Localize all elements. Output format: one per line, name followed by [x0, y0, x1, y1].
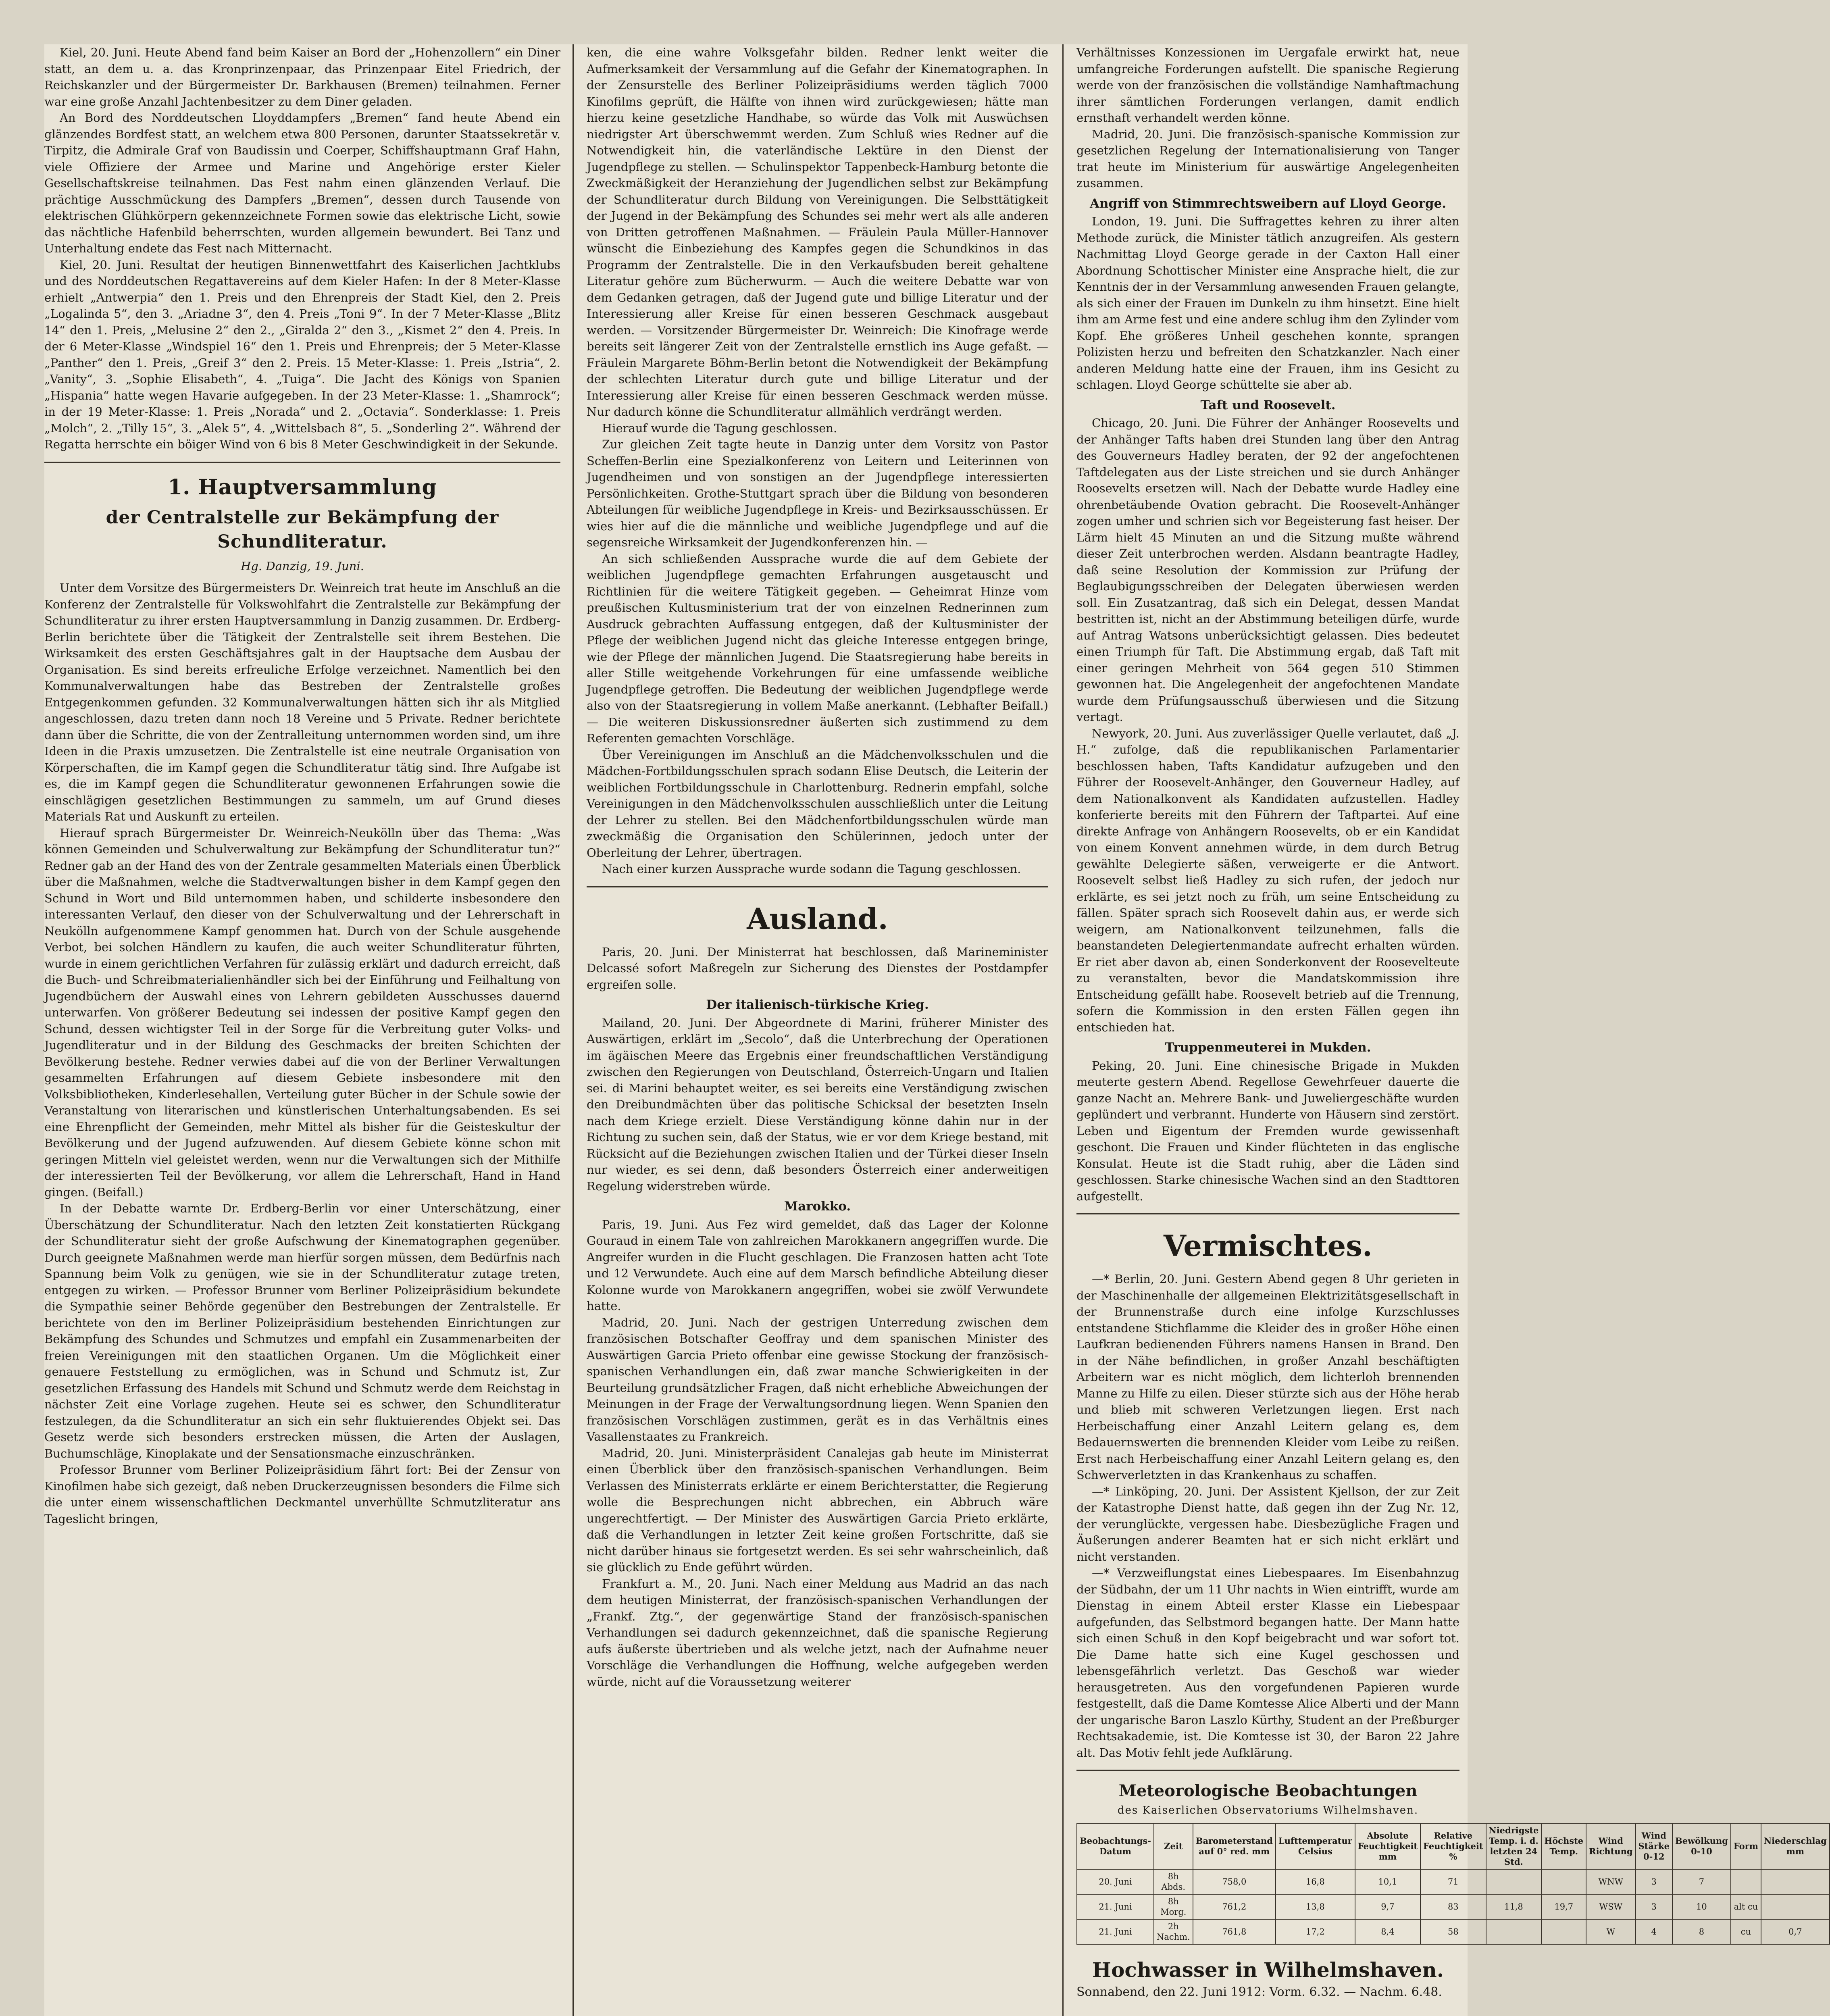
weather-header: Bewölkung 0-10 — [1672, 1823, 1731, 1869]
weather-cell: cu — [1731, 1919, 1761, 1944]
weather-cell — [1761, 1894, 1830, 1919]
article-continued: ken, die eine wahre Volksgefahr bilden. Redner lenkt weiter die Aufmerksamkeit der Versammlung auf die Gefahr der Kinematographen. In der Zensurstelle des Berliner Polizeipräsidiums werden täglich 7000 Kinofilms geprüft, die Hälfte von ihnen wird zurückgewiesen; hätte man hierzu keine gesetzliche Handhabe, so würde das Volk mit Auswüchsen niedrigster Art überschwemmt werden. Zum Schluß wies Redner auf die Notwendigkeit hin, die vaterländische Lektüre in den Dienst der Jugendpflege zu stellen. — Schulinspektor Tappenbeck-Hamburg betonte die Zweckmäßigkeit der Heranziehung der Jugendlichen selbst zur Bekämpfung der Schundliteratur durch Bildung von Vereinigungen. Die Selbsttätigkeit der Jugend in der Bekämpfung des Schundes sei mehr wert als alle anderen von Dritten getroffenen Maßnahmen. — Fräulein Paula Müller-Hannover wünscht die Einbeziehung des Kampfes gegen die Schundkinos in das Programm der Zentralstelle. Die in den Verkaufsbuden bereit gehaltene Literatur gehöre zum Bücherwurm. — Auch die weitere Debatte war von dem Gedanken getragen, daß der Jugend gute und billige Literatur und der Interessierung aller Kreise für einen besseren Geschmack ausgebaut werden. — Vorsitzender Bürgermeister Dr. Weinreich: Die Kinofrage werde bereits seit längerer Zeit von der Zentralstelle ernstlich ins Auge gefaßt. — Fräulein Margarete Böhm-Berlin betont die Notwendigkeit der Bekämpfung der schlechten Literatur durch gute und billige Literatur und der Interessierung aller Kreise für einen besseren Geschmack werden müsse. Nur dadurch könne die Schundliteratur allmählich verdrängt werden. — [587, 46, 1048, 419]
weather-header: Absolute Feuchtigkeit mm — [1355, 1823, 1420, 1869]
column-rule — [573, 44, 574, 2016]
weather-cell: WNW — [1586, 1869, 1635, 1894]
weather-cell — [1541, 1869, 1586, 1894]
weather-cell: 3 — [1636, 1869, 1672, 1894]
weather-header: Form — [1731, 1823, 1761, 1869]
article-paris-fez: Paris, 19. Juni. Aus Fez wird gemeldet, daß das Lager der Kolonne Gouraud in einem Tale von zahlreichen Marokkanern angegriffen wurde. Die Angreifer wurden in die Flucht geschlagen. Die Franzosen hatten acht Tote und 12 Verwundete. Auch eine auf dem Marsch befindliche Abteilung dieser Kolonne wurde von Marokkanern angegriffen, wobei sie zwölf Verwundete hatte. — [587, 1217, 1048, 1313]
weather-cell: WSW — [1586, 1894, 1635, 1919]
hochwasser-times: Sonnabend, den 22. Juni 1912: Vorm. 6.32. — Nachm. 6.48. — [1076, 1985, 1442, 1999]
weather-cell: 16,8 — [1276, 1869, 1355, 1894]
weather-header: Wind Stärke 0-12 — [1636, 1823, 1672, 1869]
weather-header: Barometerstand auf 0° red. mm — [1193, 1823, 1276, 1869]
divider — [1076, 1770, 1459, 1771]
article-newyork: Newyork, 20. Juni. Aus zuverlässiger Quelle verlautet, daß „J. H.“ zufolge, daß die republikanischen Parlamentarier beschlossen haben, Tafts Kandidatur aufzugeben und den Führer der Roosevelt-Anhänger, den Gouverneur Hadley, auf dem Nationalkonvent als Kandidaten aufzustellen. Hadley konferierte bereits mit den Führern der Taftpartei. Auf eine direkte Anfrage von Anhängern Roosevelts, ob er ein Kandidat von einem Konvent annehmen würde, in dem durch Betrug gewählte Delegierte säßen, verweigerte er die Antwort. Roosevelt selbst ließ Hadley zu sich rufen, der jedoch nur erklärte, es sei jetzt noch zu früh, um seine Entscheidung zu fällen. Später sprach sich Roosevelt dahin aus, er werde sich weigern, am Nationalkonvent teilzunehmen, falls die beanstandeten Delegiertenmandate aufrecht erhalten würden. Er riet aber davon ab, einen Sonderkonvent der Roosevelteute zu veranstalten, bevor die Mandatskommission ihre Entscheidung gefällt habe. Roosevelt betrieb auf die Trennung, sofern die Kommission in den ersten Fällen gegen ihn entschieden hat. — [1076, 726, 1459, 1034]
weather-cell: 3 — [1636, 1894, 1672, 1919]
article-continued-madrid: Verhältnisses Konzessionen im Uergafale erwirkt hat, neue umfangreiche Forderungen aufstellt. Die spanische Regierung werde von der französischen die vollständige Namhaftmachung ihrer sämtlichen Forderungen verlangen, damit endlich ernsthaft verhandelt werden könne. — [1076, 46, 1459, 125]
weather-cell: alt cu — [1731, 1894, 1761, 1919]
weather-cell: 761,2 — [1193, 1894, 1276, 1919]
article-madrid-1: Madrid, 20. Juni. Nach der gestrigen Unterredung zwischen dem französischen Botschafter Geoffray und dem spanischen Minister des Auswärtigen Garcia Prieto offenbar eine gewisse Stockung der französisch-spanischen Verhandlungen ein, daß zwar manche Schwierigkeiten in der Beurteilung grundsätzlicher Fragen, daß nicht erhebliche Abweichungen der Meinungen in der Frage der Verwaltungsordnung liegen. Wenn Spanien den französischen Vorschlägen zustimmen, gerät es in das Verhältnis eines Vasallenstaates zu Frankreich. — [587, 1315, 1048, 1443]
hochwasser-title: Hochwasser in Wilhelmshaven. — [1092, 1958, 1444, 1982]
article-schundliteratur-2: Hierauf sprach Bürgermeister Dr. Weinreich-Neukölln über das Thema: „Was können Gemeinden und Schulverwaltung zur Bekämpfung der Schundliteratur tun?“ Redner gab an der Hand des von der Zentrale gesammelten Materials einen Überblick über die Maßnahmen, welche die Stadtverwaltungen bisher in dem Kampf gegen den Schund in Wort und Bild unternommen haben, und schilderte insbesondere den interessanten Verlauf, den dieser von der Schulverwaltung und der Lehrerschaft in Neukölln aufgenommene Kampf genommen hat. Durch von der Schule ausgehende Verbot, bei solchen Händlern zu kaufen, die auch weiter Schundliteratur führten, wurde in einem gerichtlichen Verfahren für zulässig erklärt und dadurch erreicht, daß die Buch- und Schreibmaterialienhändler sich bei der Einführung und Feilhaltung von Jugendbüchern der Auswahl eines von Lehrern gebildeten Ausschusses dauernd unterwarfen. Von größerer Bedeutung sei indessen der positive Kampf gegen den Schund, dessen wichtigster Teil in der Sorge für die Verbreitung guter Volks- und Jugendliteratur und in der Bildung des Geschmacks der breiten Schichten der Bevölkerung bestehe. Redner verwies dabei auf die von der Berliner Verwaltungen gesammelten Erfahrungen auf diesem Gebiete insbesondere mit den Volksbibliotheken, Kinderlesehallen, Verteilung guter Bücher in der Schule sowie der Veranstaltung von literarischen und künstlerischen Unterhaltungsabenden. Es sei eine Ehrenpflicht der Gemeinden, mehr Mittel als bisher für die Geisteskultur der Bevölkerung und der Jugend aufzuwenden. Auf diesem Gebiete könne schon mit geringen Mitteln viel geleistet werden, wenn nur die Verwaltungen sich der Mithilfe der interessierten Teil der Bevölkerung, vor allem die Lehrerschaft, Hand in Hand gingen. (Beifall.) — [44, 826, 560, 1199]
tagung-closing: Hierauf wurde die Tagung geschlossen. — [602, 421, 837, 435]
weather-cell: W — [1586, 1919, 1635, 1944]
weather-row — [1077, 1894, 1830, 1919]
article-schundliteratur-1: Unter dem Vorsitze des Bürgermeisters Dr. Weinreich trat heute im Anschluß an die Konferenz der Zentralstelle für Volkswohlfahrt die Zentralstelle zur Bekämpfung der Schundliteratur zu ihrer ersten Hauptversammlung in Danzig zusammen. Dr. Erdberg-Berlin berichtete über die Tätigkeit der Zentralstelle seit ihrem Bestehen. Die Wirksamkeit des ersten Geschäftsjahres galt in der Hauptsache dem Ausbau der Organisation. Es sind bereits erfreuliche Erfolge verzeichnet. Namentlich bei den Kommunalverwaltungen habe das Bestreben der Zentralstelle großes Entgegenkommen gefunden. 32 Kommunalverwaltungen hätten sich ihr als Mitglied angeschlossen, dazu treten dann noch 18 Vereine und 5 Private. Redner berichtete dann über die Schritte, die von der Zentralleitung unternommen worden sind, um ihre Ideen in die Praxis umzusetzen. Die Zentralstelle ist eine neutrale Organisation von Körperschaften, die im Kampf gegen die Schundliteratur tätig sind. Ihre Aufgabe ist es, die im Kampf gegen die Schundliteratur gewonnenen Erfahrungen sowie die einschlägigen gesetzlichen Bestimmungen zu sammeln, um auf Grund dieses Materials Rat und Auskunft zu erteilen. — [44, 581, 560, 823]
weather-cell: 9,7 — [1355, 1894, 1420, 1919]
weather-cell: 58 — [1420, 1919, 1486, 1944]
headline-centralstelle: der Centralstelle zur Bekämpfung der Schundliteratur. — [106, 507, 499, 552]
weather-cell — [1486, 1869, 1542, 1894]
article-schundliteratur-3: In der Debatte warnte Dr. Erdberg-Berlin vor einer Unterschätzung, einer Überschätzung der Schundliteratur. Nach den letzten Zeit konstatierten Rückgang der Schundliteratur sieht der große Aufschwung der Kinematographen gegenüber. Durch geeignete Maßnahmen werde man hierfür sorgen müssen, dem Bedürfnis nach Spannung beim Volk zu genügen, wie sie in der Schundliteratur zutage treten, entgegen zu wirken. — Professor Brunner vom Berliner Polizeipräsidium bekundete die Sympathie seiner Behörde gegenüber den Bestrebungen der Zentralstelle. Er berichtete von den im Berliner Polizeipräsidium bestehenden Einrichtungen zur Bekämpfung des Schundes und Schmutzes und empfahl ein Zusammenarbeiten der freien Vereinigungen mit den staatlichen Organen. Um die Möglichkeit einer genauere Feststellung zu ermöglichen, was in Schund und Schmutz ist, Zur gesetzlichen Erfassung des Handels mit Schund und Schmutz werde dem Reichstag in nächster Zeit eine Vorlage zugehen. Heute sei es schwer, den Schundliteratur festzulegen, da die Schundliteratur an sich ein sehr fluktuierendes Objekt sei. Das Gesetz werde sich besonders erstrecken müssen, die Arten der Auslagen, Buchumschläge, Kinoplakate und der Sensationsmache einzuschränken. — [44, 1202, 560, 1460]
weather-header: Niedrigste Temp. i. d. letzten 24 Std. — [1486, 1823, 1542, 1869]
weather-cell: 20. Juni — [1077, 1869, 1154, 1894]
weather-cell: 10 — [1672, 1894, 1731, 1919]
weather-cell: 19,7 — [1541, 1894, 1586, 1919]
article-weibliche-jugendpflege: An sich schließenden Aussprache wurde die auf dem Gebiete der weiblichen Jugendpflege gemachten Erfahrungen ausgetauscht und Richtlinien für die weitere Tätigkeit gegeben. — Geheimrat Hinze vom preußischen Kultusministerium trat der von einzelnen Rednerinnen zum Ausdruck gebrachten Auffassung entgegen, daß der Kultusminister der Pflege der weiblichen Jugend nicht das gleiche Interesse entgegen bringe, wie der Pflege der männlichen Jugend. Die Staatsregierung habe bereits in aller Stille weitgehende Vorkehrungen für eine umfassende weibliche Jugendpflege getroffen. Die Bedeutung der weiblichen Jugendpflege werde also von der Staatsregierung in vollem Maße anerkannt. (Lebhafter Beifall.) — Die weiteren Diskussionsredner äußerten sich zustimmend zu dem Referenten gemachten Vorschläge. — [587, 552, 1048, 745]
weather-cell: 8,4 — [1355, 1919, 1420, 1944]
article-london: London, 19. Juni. Die Suffragettes kehren zu ihrer alten Methode zurück, die Minister tätlich anzugreifen. Als gestern Nachmittag Lloyd George gerade in der Caxton Hall einer Abordnung Schottischer Minister eine Ansprache hielt, die zur Kenntnis der in der Versammlung anwesenden Frauen gelangte, als sich einer der Frauen im Dunkeln zu ihm hinsetzt. Eine hielt ihm am Arme fest und eine andere schlug ihm den Zylinder vom Kopf. Ehe größeres Unheil geschehen konnte, sprangen Polizisten herzu und befreiten den Schatzkanzler. Nach einer anderen Meldung hatte eine der Frauen, ihm ins Gesicht zu schlagen. Lloyd George schüttelte sie aber ab. — [1076, 215, 1459, 392]
tagung-closing-2: Nach einer kurzen Aussprache wurde sodann die Tagung geschlossen. — [602, 862, 1021, 876]
weather-cell: 8 — [1672, 1919, 1731, 1944]
divider — [1076, 1213, 1459, 1214]
column-3 — [1076, 44, 1827, 2016]
weather-cell: 758,0 — [1193, 1869, 1276, 1894]
weather-cell — [1761, 1869, 1830, 1894]
article-bremen-bordfest: An Bord des Norddeutschen Lloyddampfers „Bremen“ fand heute Abend ein glänzendes Bordfest statt, an welchem etwa 800 Personen, darunter Staatssekretär v. Tirpitz, die Admirale Graf von Baudissin und Coerper, Schiffshauptmann Graf Hahn, viele Offiziere der Armee und Marine und Angehörige erster Kieler Gesellschaftskreise teilnahmen. Das Fest nahm einen glänzenden Verlauf. Die prächtige Ausschmückung des Dampfers „Bremen“, dessen durch Tausende von elektrischen Glühkörpern gekennzeichnete Formen sowie das elektrische Licht, sowie das nächtliche Hafenbild beherrschten, wurden allgemein bewundert. Bei Tanz und Unterhaltung endete das Fest nach Mitternacht. — [44, 111, 560, 255]
weather-row — [1077, 1869, 1830, 1894]
article-jugendpflege: Zur gleichen Zeit tagte heute in Danzig unter dem Vorsitz von Pastor Scheffen-Berlin eine Spezialkonferenz von Leitern und Leiterinnen von Jugendheimen und von sonstigen an der Jugendpflege interessierten Persönlichkeiten. Grothe-Stuttgart sprach über die Bildung von besonderen Abteilungen für weibliche Jugendpflege in Kreis- und Bezirksausschüssen. Er wies hier auf die die männliche und weibliche Jugendpflege und auf die segensreiche Wirksamkeit der Jugendkonferenzen hin. — — [587, 437, 1048, 549]
weather-cell — [1541, 1919, 1586, 1944]
article-kiel-diner: Kiel, 20. Juni. Heute Abend fand beim Kaiser an Bord der „Hohenzollern“ ein Diner statt, an dem u. a. das Kronprinzenpaar, das Prinzenpaar Eitel Friedrich, der Reichskanzler und der Bürgermeister Dr. Barkhausen (Bremen) teilnahmen. Ferner war eine große Anzahl Jachtenbesitzer zu dem Diner geladen. — [44, 46, 560, 108]
weather-row — [1077, 1919, 1830, 1944]
subhead-marokko: Marokko. — [784, 1199, 851, 1214]
divider — [44, 462, 560, 463]
newspaper-page — [44, 44, 1827, 2016]
article-linkoeping: —* Linköping, 20. Juni. Der Assistent Kjellson, der zur Zeit der Katastrophe Dienst hatte, daß gegen ihn der Zug Nr. 12, der verunglückte, vergessen habe. Diesbezügliche Fragen und Äußerungen anderer Beamten hat er sich nicht erklärt und nicht verstanden. — [1076, 1484, 1459, 1564]
weather-header: Wind Richtung — [1586, 1823, 1635, 1869]
column-1 — [44, 44, 560, 2016]
weather-header: Zeit — [1154, 1823, 1193, 1869]
weather-cell — [1731, 1869, 1761, 1894]
weather-cell: 10,1 — [1355, 1869, 1420, 1894]
headline-hauptversammlung: 1. Hauptversammlung — [168, 475, 437, 500]
column-2 — [587, 44, 1048, 2016]
weather-cell: 4 — [1636, 1919, 1672, 1944]
weather-cell: 71 — [1420, 1869, 1486, 1894]
weather-cell: 2h Nachm. — [1154, 1919, 1193, 1944]
article-madrid-tanger: Madrid, 20. Juni. Die französisch-spanische Kommission zur gesetzlichen Regelung der Internationalisierung von Tanger trat heute im Ministerium für auswärtige Angelegenheiten zusammen. — [1076, 127, 1459, 190]
subhead-taft-roosevelt: Taft und Roosevelt. — [1200, 398, 1336, 412]
weather-cell: 0,7 — [1761, 1919, 1830, 1944]
weather-cell: 8h Abds. — [1154, 1869, 1193, 1894]
divider — [587, 886, 1048, 887]
weather-header: Relative Feuchtigkeit % — [1420, 1823, 1486, 1869]
article-kiel-regatta: Kiel, 20. Juni. Resultat der heutigen Binnenwettfahrt des Kaiserlichen Jachtklubs und des Norddeutschen Regattavereins auf dem Kieler Hafen: In der 8 Meter-Klasse erhielt „Antwerpia“ den 1. Preis und den Ehrenpreis der Stadt Kiel, den 2. Preis „Logalinda 5“, den 3. „Ariadne 3“, den 4. Preis „Toni 9“. In der 7 Meter-Klasse „Blitz 14“ den 1. Preis, „Melusine 2“ den 2., „Giralda 2“ den 3., „Kismet 2“ den 4. Preis. In der 6 Meter-Klasse „Windspiel 16“ den 1. Preis und Ehrenpreis; der 5 Meter-Klasse „Panther“ den 1. Preis, „Greif 3“ den 2. Preis. 15 Meter-Klasse: 1. Preis „Istria“, 2. „Vanity“, 3. „Sophie Elisabeth“, 4. „Tuiga“. Die Jacht des Königs von Spanien „Hispania“ hatte wegen Havarie aufgegeben. In der 23 Meter-Klasse: 1. „Shamrock“; in der 19 Meter-Klasse: 1. Preis „Norada“ und 2. „Octavia“. Sonderklasse: 1. Preis „Molch“, 2. „Tilly 15“, 3. „Alek 5“, 4. „Wittelsbach 8“, 5. „Sonderling 2“. Während der Regatta herrschte ein böiger Wind von 6 bis 8 Meter Geschwindigkeit in der Sekunde. — [44, 258, 560, 451]
article-berlin: —* Berlin, 20. Juni. Gestern Abend gegen 8 Uhr gerieten in der Maschinenhalle der allgemeinen Elektrizitätsgesellschaft in der Brunnenstraße durch eine infolge Kurzschlusses entstandene Stichflamme die Kleider des in großer Höhe einen Laufkran bedienenden Führers namens Hansen in Brand. Den in der Nähe befindlichen, in großer Anzahl beschäftigten Arbeitern war es nicht möglich, dem lichterloh brennenden Manne zu Hilfe zu eilen. Dieser stürzte sich aus der Höhe herab und blieb mit schweren Verletzungen liegen. Erst nach Herbeischaffung einer Anzahl Leitern gelang es, dem Bedauernswerten die brennenden Kleider vom Leibe zu reißen. Erst nach Herbeischaffung einer Anzahl Leitern gelang es, den Schwerverletzten in das Krankenhaus zu schaffen. — [1076, 1272, 1459, 1482]
column-rule — [1062, 44, 1064, 2016]
weather-cell: 21. Juni — [1077, 1919, 1154, 1944]
weather-header: Höchste Temp. — [1541, 1823, 1586, 1869]
article-liebespaar: —* Verzweiflungstat eines Liebespaares. Im Eisenbahnzug der Südbahn, der um 11 Uhr nachts in Wien eintrifft, wurde am Dienstag in einem Abteil erster Klasse ein Liebespaar aufgefunden, das Selbstmord begangen hatte. Der Mann hatte sich einen Schuß in den Kopf beigebracht und war sofort tot. Die Dame hatte sich eine Kugel geschossen und lebensgefährlich verletzt. Das Geschoß war wieder herausgetreten. Aus den vorgefundenen Papieren wurde festgestellt, daß die Dame Komtesse Alice Alberti und der Mann der ungarische Baron Laszlo Kürthy, Student an der Preßburger Rechtsakademie, ist. Die Komtesse ist 30, der Baron 22 Jahre alt. Das Motiv fehlt jede Aufklärung. — [1076, 1566, 1459, 1760]
article-chicago: Chicago, 20. Juni. Die Führer der Anhänger Roosevelts und der Anhänger Tafts haben drei Stunden lang über den Antrag des Gouverneurs Hadley beraten, der 92 der angefochtenen Taftdelegaten aus der Liste streichen und sie durch Anhänger Roosevelts ersetzen will. Nach der Debatte wurde Hadley eine ohrenbetäubende Ovation gebracht. Die Roosevelt-Anhänger zogen umher und schrien sich vor Begeisterung fast heiser. Der Lärm hielt 45 Minuten an und die Sitzung mußte während dieser Zeit unterbrochen werden. Alsdann beantragte Hadley, daß seine Resolution der Kommission zur Prüfung der Beglaubigungsschreiben der Delegaten überwiesen werden soll. Ein Zusatzantrag, daß sich ein Delegat, dessen Mandat bestritten ist, nicht an der Abstimmung beteiligen dürfe, wurde auf Antrag Watsons unberücksichtigt gelassen. Dies bedeutet einen Triumph für Taft. Die Abstimmung ergab, daß Taft mit einer geringen Mehrheit von 564 gegen 510 Stimmen gewonnen hat. Die Angelegenheit der angefochtenen Mandate wurde dem Prüfungsausschuß überwiesen und die Sitzung vertagt. — [1076, 416, 1459, 724]
article-frankfurt: Frankfurt a. M., 20. Juni. Nach einer Meldung aus Madrid an das nach dem heutigen Ministerrat, der französisch-spanischen Verhandlungen der „Frankf. Ztg.“, der gegenwärtige Stand der französisch-spanischen Verhandlungen sei dadurch gekennzeichnet, daß die spanische Regierung aufs äußerste übertrieben und als welche jetzt, nach der Aufnahme neuer Vorschläge die Verhandlungen die Hoffnung, welche aufgegeben werden würde, nicht auf die Voraussetzung weiterer — [587, 1577, 1048, 1689]
dateline-danzig: Hg. Danzig, 19. Juni. — [241, 559, 364, 573]
weather-header: Niederschlag mm — [1761, 1823, 1830, 1869]
weather-cell: 17,2 — [1276, 1919, 1355, 1944]
article-paris-ministerrat: Paris, 20. Juni. Der Ministerrat hat beschlossen, daß Marineminister Delcassé sofort Maßregeln zur Sicherung des Dienstes der Postdampfer ergreifen solle. — [587, 945, 1048, 991]
section-ausland: Ausland. — [747, 901, 888, 936]
weather-cell: 7 — [1672, 1869, 1731, 1894]
section-vermischtes: Vermischtes. — [1164, 1229, 1372, 1263]
weather-header: Beobachtungs-Datum — [1077, 1823, 1154, 1869]
weather-cell: 21. Juni — [1077, 1894, 1154, 1919]
weather-cell: 83 — [1420, 1894, 1486, 1919]
weather-table — [1076, 1823, 1830, 1945]
weather-cell: 761,8 — [1193, 1919, 1276, 1944]
subhead-mukden: Truppenmeuterei in Mukden. — [1165, 1040, 1371, 1055]
article-madrid-2: Madrid, 20. Juni. Ministerpräsident Canalejas gab heute im Ministerrat einen Überblick über den französisch-spanischen Verhandlungen. Beim Verlassen des Ministerrats erklärte er einem Berichterstatter, die Regierung wolle die Besprechungen nicht abbrechen, ein Abbruch wäre ungerechtfertigt. — Der Minister des Auswärtigen Garcia Prieto erklärte, daß die Verhandlungen in letzter Zeit keine großen Fortschritte, daß sie nicht darüber hinaus sie fortgesetzt werden. Es sei sehr wahrscheinlich, daß sie glücklich zu Ende geführt würden. — [587, 1446, 1048, 1574]
article-peking: Peking, 20. Juni. Eine chinesische Brigade in Mukden meuterte gestern Abend. Regellose Gewehrfeuer dauerte die ganze Nacht an. Mehrere Bank- und Juweliergeschäfte wurden geplündert und verbrannt. Hunderte von Häusern sind zerstört. Leben und Eigentum der Fremden wurde gewissenhaft geschont. Die Frauen und Kinder flüchteten in das englische Konsulat. Heute ist die Stadt ruhig, aber die Läden sind geschlossen. Starke chinesische Wachen sind an den Stadttoren aufgestellt. — [1076, 1058, 1459, 1203]
subhead-krieg: Der italienisch-türkische Krieg. — [706, 998, 929, 1012]
article-schundliteratur-4: Professor Brunner vom Berliner Polizeipräsidium fährt fort: Bei der Zensur von Kinofilmen habe sich gezeigt, daß neben Druckerzeugnissen besonders die Filme sich die unter einem wissenschaftlichen Deckmantel unverhüllte Schmutzliteratur ans Tageslicht bringen, — [44, 1463, 560, 1526]
weather-header-row — [1077, 1823, 1830, 1869]
article-mailand: Mailand, 20. Juni. Der Abgeordnete di Marini, früherer Minister des Auswärtigen, erklärt im „Secolo“, daß die Unterbrechung der Operationen im ägäischen Meere das Ergebnis einer freundschaftlichen Verständigung zwischen den Regierungen von Deutschland, Österreich-Ungarn und Italien sei. di Marini behauptet weiter, es sei bereits eine Verständigung zwischen den Dreibundmächten über das politische Schicksal der besetzten Inseln nach dem Kriege erzielt. Diese Verständigung könne dahin nur in der Richtung zu suchen sein, daß der Status, wie er vor dem Kriege bestand, mit Rücksicht auf die Beziehungen zwischen Italien und der Türkei dieser Inseln nur wieder, es sei denn, daß besonders Österreich einer anderweitigen Regelung widerstreben würde. — [587, 1016, 1048, 1193]
weather-title: Meteorologische Beobachtungen — [1118, 1781, 1418, 1800]
weather-subtitle: des Kaiserlichen Observatoriums Wilhelmshaven. — [1117, 1804, 1419, 1816]
weather-cell: 13,8 — [1276, 1894, 1355, 1919]
weather-cell — [1486, 1919, 1542, 1944]
weather-cell: 11,8 — [1486, 1894, 1542, 1919]
article-maedchenschulen: Über Vereinigungen im Anschluß an die Mädchenvolksschulen und die Mädchen-Fortbildungsschulen sprach sodann Elise Deutsch, die Leiterin der weiblichen Fortbildungsschule in Charlottenburg. Rednerin empfahl, solche Vereinigungen in den Mädchenvolksschulen ausschließlich unter die Leitung der Lehrer zu stellen. Bei den Mädchenfortbildungsschulen würde man zweckmäßig die Organisation den Schülerinnen, jedoch unter der Oberleitung der Lehrer, übertragen. — [587, 748, 1048, 860]
subhead-lloyd-george: Angriff von Stimmrechtsweibern auf Lloyd George. — [1089, 196, 1447, 211]
weather-cell: 8h Morg. — [1154, 1894, 1193, 1919]
weather-header: Lufttemperatur Celsius — [1276, 1823, 1355, 1869]
